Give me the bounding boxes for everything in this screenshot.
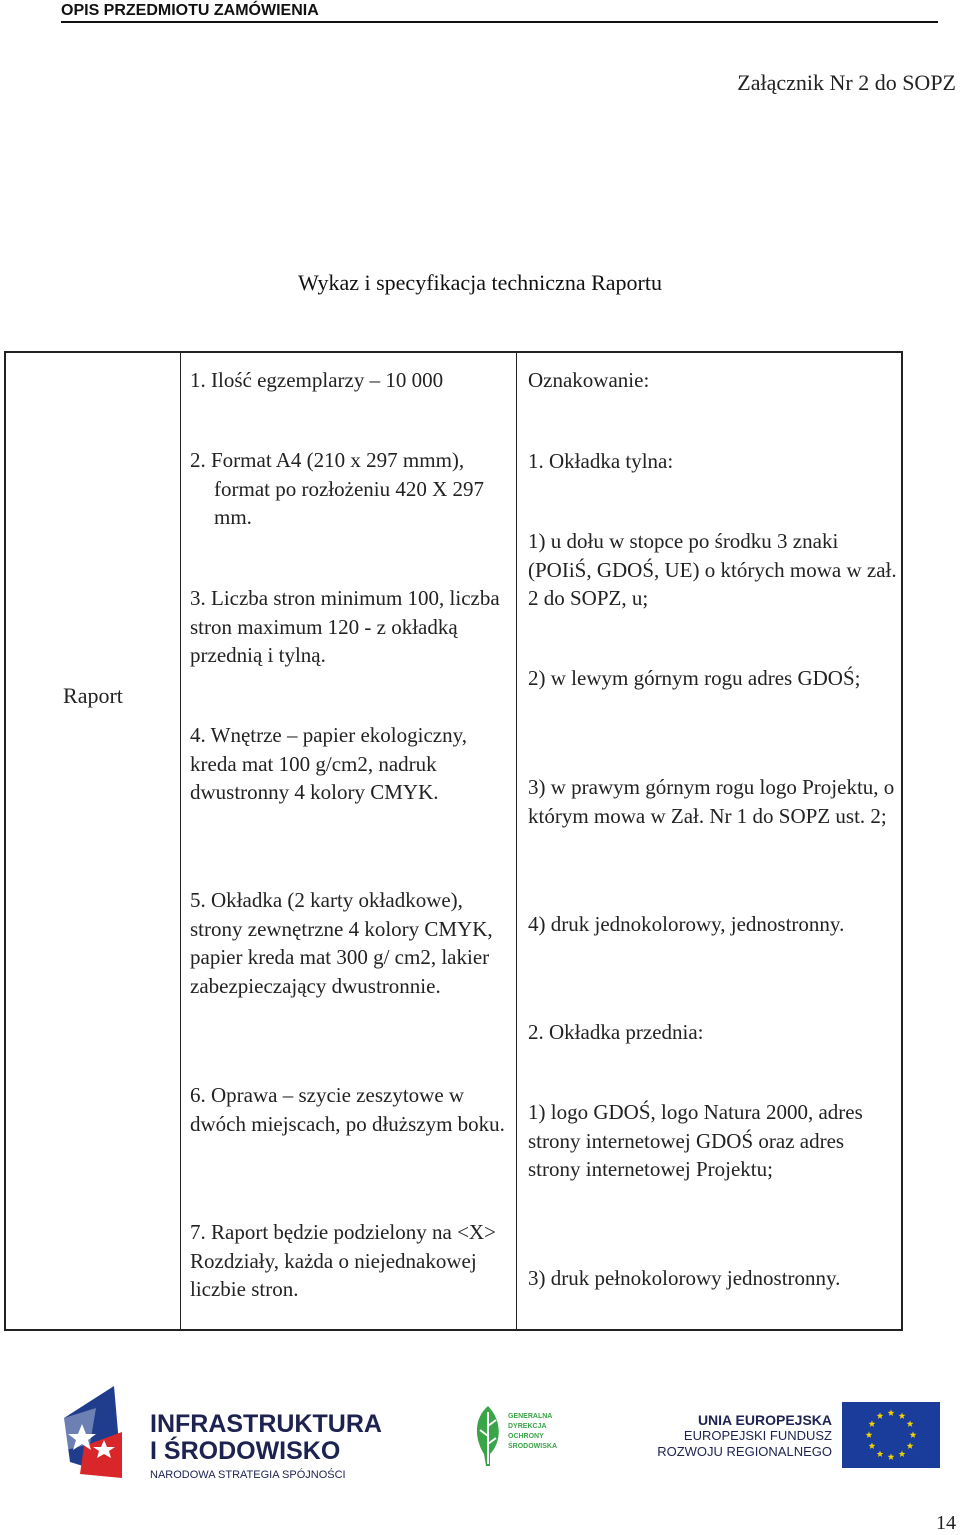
- marking-item: 1) u dołu w stopce po środku 3 znaki (POIiŚ, GDOŚ, UE) o których mowa w zał. 2 do SOPZ, u;: [528, 529, 897, 610]
- eu-line1: UNIA EUROPEJSKA: [697, 1412, 832, 1428]
- spec-item: 4. Wnętrze – papier ekologiczny, kreda mat 100 g/cm2, nadruk dwustronny 4 kolory CMYK.: [190, 723, 467, 804]
- eu-line2: EUROPEJSKI FUNDUSZ: [683, 1428, 832, 1443]
- header-rule: [61, 21, 938, 23]
- page-number: 14: [936, 1512, 956, 1534]
- eu-line3: ROZWOJU REGIONALNEGO: [657, 1444, 832, 1459]
- logo1-line1: INFRASTRUKTURA: [150, 1410, 382, 1438]
- logo1-line2: I ŚRODOWISKO: [150, 1437, 341, 1465]
- marking-item: 3) w prawym górnym rogu logo Projektu, o którym mowa w Zał. Nr 1 do SOPZ ust. 2;: [528, 775, 895, 828]
- gdos-line: OCHRONY: [508, 1433, 544, 1440]
- marking-item: 3) druk pełnokolorowy jednostronny.: [528, 1266, 841, 1290]
- gdos-line: ŚRODOWISKA: [508, 1443, 557, 1450]
- item-name-cell: Raport: [63, 683, 123, 708]
- marking-item: 4) druk jednokolorowy, jednostronny.: [528, 912, 845, 936]
- eu-flag-icon: [842, 1402, 940, 1468]
- spec-item: 1. Ilość egzemplarzy – 10 000: [190, 368, 444, 392]
- spec-item: 2. Format A4 (210 x 297 mmm), format po rozłożeniu 420 X 297 mm.: [190, 448, 485, 529]
- marking-item: 1) logo GDOŚ, logo Natura 2000, adres strony internetowej GDOŚ oraz adres strony internetowej Projektu;: [528, 1100, 863, 1181]
- specification-table: [4, 351, 903, 1331]
- gdos-line: GENERALNA: [508, 1413, 553, 1420]
- logo1-line3: NARODOWA STRATEGIA SPÓJNOŚCI: [150, 1469, 346, 1481]
- gdos-line: DYREKCJA: [508, 1423, 547, 1430]
- footer-logos: [0, 1380, 960, 1490]
- spec-item: 3. Liczba stron minimum 100, liczba stron maximum 120 - z okładką przednią i tylną.: [190, 586, 500, 667]
- gdos-logo: [472, 1404, 557, 1468]
- marking-heading: Oznakowanie:: [528, 368, 650, 392]
- spec-item: 5. Okładka (2 karty okładkowe), strony zewnętrzne 4 kolory CMYK, papier kreda mat 300 g/ cm2, lakier zabezpieczający dwustronnie.: [190, 888, 493, 998]
- column-divider: [180, 353, 181, 1329]
- page-header-title: OPIS PRZEDMIOTU ZAMÓWIENIA: [61, 2, 319, 19]
- spec-item: 6. Oprawa – szycie zeszytowe w dwóch miejscach, po dłuższym boku.: [190, 1083, 505, 1136]
- spec-item: 7. Raport będzie podzielony na <X> Rozdziały, każda o niejednakowej liczbie stron.: [190, 1220, 496, 1301]
- eu-text-block: [600, 1412, 832, 1460]
- marking-item: 2. Okładka przednia:: [528, 1020, 704, 1044]
- document-title: Wykaz i specyfikacja techniczna Raportu: [298, 270, 662, 295]
- marking-item: 2) w lewym górnym rogu adres GDOŚ;: [528, 666, 861, 690]
- column-divider: [516, 353, 517, 1329]
- marking-item: 1. Okładka tylna:: [528, 449, 674, 473]
- infrastruktura-srodowisko-logo: [60, 1384, 382, 1484]
- attachment-label: Załącznik Nr 2 do SOPZ: [737, 70, 956, 95]
